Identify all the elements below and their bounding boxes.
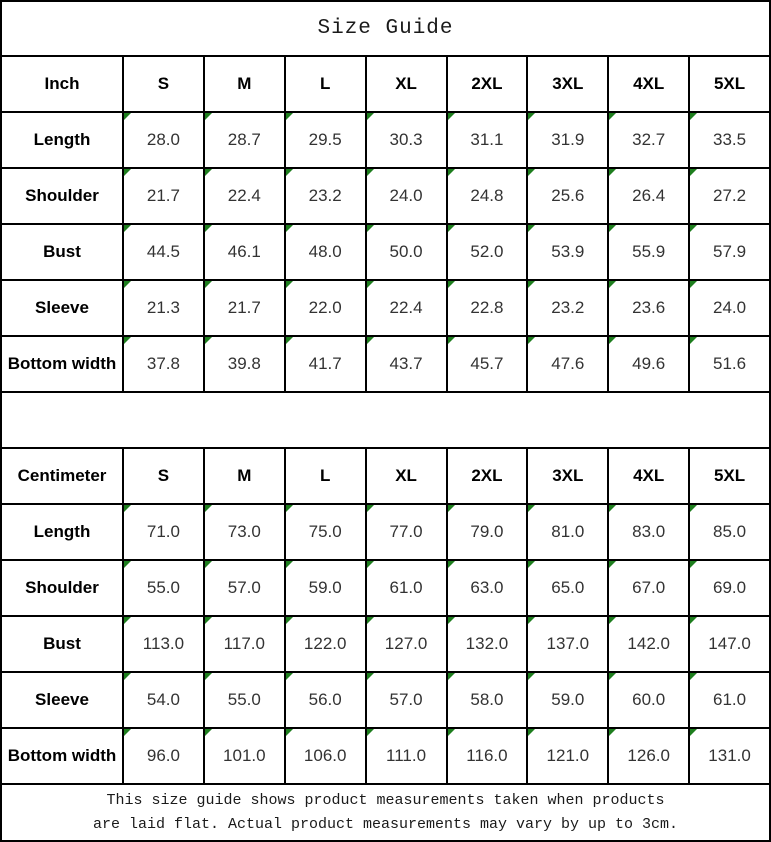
- measurement-value-cell: [204, 728, 285, 784]
- measurement-value-cell: [447, 728, 528, 784]
- cell-corner-indicator-icon: [609, 505, 616, 512]
- measurement-value-cell: [285, 336, 366, 392]
- size-column-header: 5XL: [689, 448, 770, 504]
- measurement-value-cell: [689, 224, 770, 280]
- cell-corner-indicator-icon: [205, 617, 212, 624]
- measurement-value: 147.0: [708, 634, 751, 653]
- measurement-value: 113.0: [142, 634, 185, 653]
- cell-corner-indicator-icon: [367, 225, 374, 232]
- measurement-value-cell: [608, 672, 689, 728]
- measurement-value-cell: [285, 280, 366, 336]
- measurement-value-cell: [204, 280, 285, 336]
- measurement-value: 22.8: [470, 298, 504, 317]
- cell-corner-indicator-icon: [205, 505, 212, 512]
- size-column-header: M: [204, 448, 285, 504]
- measurement-value: 75.0: [308, 522, 342, 541]
- measurement-value: 61.0: [389, 578, 423, 597]
- measurement-value-cell: [204, 224, 285, 280]
- cell-corner-indicator-icon: [528, 729, 535, 736]
- measurement-value-cell: [447, 560, 528, 616]
- measurement-value-cell: [123, 504, 204, 560]
- cell-corner-indicator-icon: [286, 113, 293, 120]
- measurement-value-cell: [123, 168, 204, 224]
- measurement-value: 31.1: [470, 130, 504, 149]
- measurement-value-cell: [204, 616, 285, 672]
- measurement-value: 106.0: [303, 746, 347, 765]
- measurement-value: 73.0: [227, 522, 261, 541]
- measurement-value-cell: [123, 560, 204, 616]
- cell-corner-indicator-icon: [690, 113, 697, 120]
- measurement-value-cell: [447, 224, 528, 280]
- page-title: Size Guide: [1, 1, 770, 56]
- cell-corner-indicator-icon: [448, 281, 455, 288]
- measurement-value-cell: [447, 280, 528, 336]
- measurement-value: 47.6: [551, 354, 585, 373]
- cell-corner-indicator-icon: [528, 337, 535, 344]
- measurement-value-cell: [447, 112, 528, 168]
- cell-corner-indicator-icon: [690, 225, 697, 232]
- cell-corner-indicator-icon: [286, 169, 293, 176]
- unit-header-inch: Inch: [1, 56, 123, 112]
- cell-corner-indicator-icon: [286, 673, 293, 680]
- cell-corner-indicator-icon: [609, 281, 616, 288]
- row-label-bust: Bust: [1, 224, 123, 280]
- cell-corner-indicator-icon: [367, 337, 374, 344]
- cell-corner-indicator-icon: [528, 225, 535, 232]
- measurement-value-cell: [366, 336, 447, 392]
- measurement-value-cell: [285, 560, 366, 616]
- measurement-value: 39.8: [227, 354, 261, 373]
- measurement-value-cell: [527, 504, 608, 560]
- measurement-value: 131.0: [708, 746, 751, 765]
- row-label-sleeve: Sleeve: [1, 672, 123, 728]
- size-column-header: XL: [366, 56, 447, 112]
- cell-corner-indicator-icon: [205, 169, 212, 176]
- measurement-value: 26.4: [632, 186, 666, 205]
- cell-corner-indicator-icon: [528, 113, 535, 120]
- measurement-value: 50.0: [389, 242, 423, 261]
- measurement-value: 22.4: [227, 186, 261, 205]
- measurement-value: 32.7: [632, 130, 666, 149]
- cell-corner-indicator-icon: [690, 617, 697, 624]
- measurement-value-cell: [527, 560, 608, 616]
- cell-corner-indicator-icon: [609, 729, 616, 736]
- row-label-shoulder: Shoulder: [1, 168, 123, 224]
- measurement-value-cell: [285, 504, 366, 560]
- cell-corner-indicator-icon: [609, 337, 616, 344]
- size-column-header: 2XL: [447, 448, 528, 504]
- cell-corner-indicator-icon: [205, 337, 212, 344]
- measurement-value: 33.5: [713, 130, 747, 149]
- measurement-value: 58.0: [470, 690, 504, 709]
- measurement-value-cell: [689, 112, 770, 168]
- measurement-value: 63.0: [470, 578, 504, 597]
- cell-corner-indicator-icon: [205, 281, 212, 288]
- measurement-value-cell: [689, 504, 770, 560]
- measurement-value-cell: [689, 728, 770, 784]
- measurement-value-cell: [123, 224, 204, 280]
- spacer-cell: [1, 392, 770, 448]
- measurement-value: 24.0: [389, 186, 423, 205]
- measurement-value: 55.0: [146, 578, 180, 597]
- measurement-value-cell: [608, 616, 689, 672]
- size-column-header: S: [123, 56, 204, 112]
- cell-corner-indicator-icon: [448, 169, 455, 176]
- measurement-value: 126.0: [627, 746, 670, 765]
- cell-corner-indicator-icon: [448, 617, 455, 624]
- cell-corner-indicator-icon: [690, 729, 697, 736]
- measurement-value: 111.0: [386, 746, 427, 765]
- size-column-header: 4XL: [608, 448, 689, 504]
- measurement-value-cell: [608, 280, 689, 336]
- measurement-row-inch-bust: [1, 224, 770, 280]
- measurement-value-cell: [689, 616, 770, 672]
- size-column-header: S: [123, 448, 204, 504]
- measurement-value: 51.6: [713, 354, 747, 373]
- measurement-value-cell: [527, 672, 608, 728]
- measurement-value-cell: [123, 728, 204, 784]
- cell-corner-indicator-icon: [528, 281, 535, 288]
- measurement-value: 137.0: [546, 634, 590, 653]
- cell-corner-indicator-icon: [286, 561, 293, 568]
- measurement-value: 24.8: [470, 186, 504, 205]
- measurement-value-cell: [527, 728, 608, 784]
- cell-corner-indicator-icon: [367, 561, 374, 568]
- cell-corner-indicator-icon: [205, 673, 212, 680]
- size-column-header: XL: [366, 448, 447, 504]
- measurement-row-cm-bottom-width: [1, 728, 770, 784]
- measurement-value: 29.5: [308, 130, 342, 149]
- measurement-value: 49.6: [632, 354, 666, 373]
- measurement-value-cell: [447, 336, 528, 392]
- measurement-value-cell: [608, 112, 689, 168]
- footer-row: [1, 784, 770, 841]
- measurement-row-inch-shoulder: [1, 168, 770, 224]
- measurement-value: 117.0: [223, 634, 265, 653]
- measurement-value-cell: [447, 504, 528, 560]
- measurement-row-cm-shoulder: [1, 560, 770, 616]
- measurement-value: 71.0: [146, 522, 180, 541]
- measurement-value: 116.0: [466, 746, 508, 765]
- measurement-value-cell: [608, 336, 689, 392]
- cell-corner-indicator-icon: [690, 561, 697, 568]
- measurement-row-cm-sleeve: [1, 672, 770, 728]
- measurement-value: 43.7: [389, 354, 423, 373]
- measurement-value: 21.7: [146, 186, 180, 205]
- measurement-value-cell: [527, 168, 608, 224]
- measurement-value: 23.6: [632, 298, 666, 317]
- cell-corner-indicator-icon: [528, 617, 535, 624]
- measurement-value: 79.0: [470, 522, 504, 541]
- measurement-value-cell: [608, 504, 689, 560]
- measurement-value: 31.9: [551, 130, 585, 149]
- measurement-value-cell: [689, 168, 770, 224]
- size-column-header: 3XL: [527, 56, 608, 112]
- row-label-length: Length: [1, 504, 123, 560]
- measurement-row-inch-bottom-width: [1, 336, 770, 392]
- cell-corner-indicator-icon: [205, 729, 212, 736]
- cell-corner-indicator-icon: [124, 337, 131, 344]
- measurement-value-cell: [366, 560, 447, 616]
- measurement-value: 59.0: [308, 578, 342, 597]
- measurement-value: 23.2: [308, 186, 342, 205]
- measurement-row-inch-sleeve: [1, 280, 770, 336]
- measurement-value: 45.7: [470, 354, 504, 373]
- measurement-value-cell: [285, 168, 366, 224]
- cell-corner-indicator-icon: [690, 673, 697, 680]
- measurement-value-cell: [285, 224, 366, 280]
- measurement-value-cell: [366, 616, 447, 672]
- measurement-value: 56.0: [308, 690, 342, 709]
- footer-note: [1, 784, 770, 841]
- measurement-value-cell: [204, 672, 285, 728]
- measurement-value-cell: [366, 168, 447, 224]
- measurement-value-cell: [527, 336, 608, 392]
- measurement-value: 96.0: [146, 746, 180, 765]
- measurement-value: 54.0: [146, 690, 180, 709]
- cell-corner-indicator-icon: [609, 169, 616, 176]
- cell-corner-indicator-icon: [609, 617, 616, 624]
- measurement-value-cell: [123, 336, 204, 392]
- measurement-value-cell: [366, 224, 447, 280]
- cell-corner-indicator-icon: [124, 113, 131, 120]
- cell-corner-indicator-icon: [124, 225, 131, 232]
- measurement-value: 59.0: [551, 690, 585, 709]
- measurement-value-cell: [123, 616, 204, 672]
- measurement-value-cell: [204, 560, 285, 616]
- measurement-value: 52.0: [470, 242, 504, 261]
- cell-corner-indicator-icon: [367, 729, 374, 736]
- measurement-value: 41.7: [308, 354, 342, 373]
- measurement-value: 57.0: [227, 578, 261, 597]
- spacer-row: [1, 392, 770, 448]
- measurement-value: 127.0: [384, 634, 428, 653]
- cell-corner-indicator-icon: [367, 169, 374, 176]
- measurement-value-cell: [366, 504, 447, 560]
- measurement-value-cell: [527, 112, 608, 168]
- cell-corner-indicator-icon: [528, 673, 535, 680]
- measurement-value: 28.0: [146, 130, 180, 149]
- cell-corner-indicator-icon: [124, 729, 131, 736]
- cell-corner-indicator-icon: [448, 505, 455, 512]
- size-column-header: 2XL: [447, 56, 528, 112]
- measurement-value: 81.0: [551, 522, 585, 541]
- measurement-value: 22.4: [389, 298, 423, 317]
- measurement-value: 25.6: [551, 186, 585, 205]
- measurement-value-cell: [285, 616, 366, 672]
- measurement-value-cell: [204, 336, 285, 392]
- measurement-value-cell: [123, 112, 204, 168]
- measurement-value: 83.0: [632, 522, 666, 541]
- size-column-header: 5XL: [689, 56, 770, 112]
- measurement-value: 60.0: [632, 690, 666, 709]
- cell-corner-indicator-icon: [286, 617, 293, 624]
- row-label-bottom-width: Bottom width: [1, 336, 123, 392]
- measurement-value-cell: [608, 560, 689, 616]
- cell-corner-indicator-icon: [690, 169, 697, 176]
- measurement-value: 30.3: [389, 130, 423, 149]
- measurement-value-cell: [689, 336, 770, 392]
- cell-corner-indicator-icon: [124, 673, 131, 680]
- cell-corner-indicator-icon: [286, 505, 293, 512]
- row-label-bottom-width: Bottom width: [1, 728, 123, 784]
- measurement-value-cell: [285, 672, 366, 728]
- cell-corner-indicator-icon: [286, 225, 293, 232]
- measurement-value: 53.9: [551, 242, 585, 261]
- measurement-value: 55.0: [227, 690, 261, 709]
- row-label-shoulder: Shoulder: [1, 560, 123, 616]
- cell-corner-indicator-icon: [448, 113, 455, 120]
- cell-corner-indicator-icon: [124, 505, 131, 512]
- cell-corner-indicator-icon: [448, 337, 455, 344]
- measurement-value: 121.0: [546, 746, 590, 765]
- cell-corner-indicator-icon: [205, 225, 212, 232]
- cell-corner-indicator-icon: [205, 561, 212, 568]
- measurement-value: 48.0: [308, 242, 342, 261]
- measurement-value-cell: [608, 728, 689, 784]
- measurement-value-cell: [447, 672, 528, 728]
- measurement-value: 67.0: [632, 578, 666, 597]
- cell-corner-indicator-icon: [124, 617, 131, 624]
- measurement-value: 132.0: [465, 634, 509, 653]
- measurement-value-cell: [285, 112, 366, 168]
- measurement-value: 57.0: [389, 690, 423, 709]
- cell-corner-indicator-icon: [286, 337, 293, 344]
- measurement-value: 27.2: [713, 186, 747, 205]
- size-column-header: M: [204, 56, 285, 112]
- measurement-value-cell: [366, 280, 447, 336]
- measurement-value-cell: [689, 280, 770, 336]
- cell-corner-indicator-icon: [367, 113, 374, 120]
- cell-corner-indicator-icon: [609, 561, 616, 568]
- measurement-value-cell: [608, 224, 689, 280]
- measurement-value-cell: [689, 560, 770, 616]
- cell-corner-indicator-icon: [528, 505, 535, 512]
- cell-corner-indicator-icon: [367, 617, 374, 624]
- measurement-value: 21.3: [146, 298, 180, 317]
- cell-corner-indicator-icon: [448, 673, 455, 680]
- measurement-row-cm-length: [1, 504, 770, 560]
- measurement-value: 69.0: [713, 578, 747, 597]
- title-row: [1, 1, 770, 56]
- measurement-value: 57.9: [713, 242, 747, 261]
- measurement-value-cell: [689, 672, 770, 728]
- measurement-value: 24.0: [713, 298, 747, 317]
- cell-corner-indicator-icon: [124, 169, 131, 176]
- measurement-value: 142.0: [627, 634, 670, 653]
- measurement-value-cell: [527, 224, 608, 280]
- measurement-value: 44.5: [146, 242, 180, 261]
- measurement-value-cell: [527, 280, 608, 336]
- footer-note-line2: are laid flat. Actual product measurements may vary by up to 3cm.: [92, 815, 679, 833]
- measurement-value-cell: [527, 616, 608, 672]
- cell-corner-indicator-icon: [448, 561, 455, 568]
- measurement-row-cm-bust: [1, 616, 770, 672]
- cell-corner-indicator-icon: [609, 113, 616, 120]
- measurement-value: 77.0: [389, 522, 423, 541]
- cell-corner-indicator-icon: [448, 729, 455, 736]
- size-column-header: L: [285, 56, 366, 112]
- cell-corner-indicator-icon: [528, 169, 535, 176]
- measurement-value-cell: [204, 168, 285, 224]
- measurement-value-cell: [204, 112, 285, 168]
- measurement-row-inch-length: [1, 112, 770, 168]
- cell-corner-indicator-icon: [448, 225, 455, 232]
- measurement-value-cell: [447, 616, 528, 672]
- measurement-value-cell: [447, 168, 528, 224]
- cell-corner-indicator-icon: [690, 505, 697, 512]
- measurement-value-cell: [608, 168, 689, 224]
- measurement-value: 65.0: [551, 578, 585, 597]
- cell-corner-indicator-icon: [367, 281, 374, 288]
- measurement-value: 22.0: [308, 298, 342, 317]
- measurement-value-cell: [366, 672, 447, 728]
- cell-corner-indicator-icon: [124, 281, 131, 288]
- measurement-value: 85.0: [713, 522, 747, 541]
- cell-corner-indicator-icon: [367, 505, 374, 512]
- measurement-value: 61.0: [713, 690, 747, 709]
- measurement-value-cell: [366, 728, 447, 784]
- cell-corner-indicator-icon: [124, 561, 131, 568]
- measurement-value-cell: [366, 112, 447, 168]
- measurement-value: 37.8: [146, 354, 180, 373]
- measurement-value-cell: [204, 504, 285, 560]
- row-label-bust: Bust: [1, 616, 123, 672]
- measurement-value: 101.0: [223, 746, 266, 765]
- measurement-value: 122.0: [303, 634, 347, 653]
- measurement-value: 21.7: [227, 298, 261, 317]
- measurement-value-cell: [123, 280, 204, 336]
- row-label-sleeve: Sleeve: [1, 280, 123, 336]
- cell-corner-indicator-icon: [609, 225, 616, 232]
- unit-header-centimeter: Centimeter: [1, 448, 123, 504]
- cell-corner-indicator-icon: [205, 113, 212, 120]
- measurement-value: 55.9: [632, 242, 666, 261]
- measurement-value-cell: [285, 728, 366, 784]
- row-label-length: Length: [1, 112, 123, 168]
- cm-header-row: [1, 448, 770, 504]
- cell-corner-indicator-icon: [609, 673, 616, 680]
- measurement-value: 46.1: [227, 242, 261, 261]
- cell-corner-indicator-icon: [367, 673, 374, 680]
- cell-corner-indicator-icon: [286, 729, 293, 736]
- cell-corner-indicator-icon: [690, 281, 697, 288]
- measurement-value: 23.2: [551, 298, 585, 317]
- size-column-header: L: [285, 448, 366, 504]
- measurement-value-cell: [123, 672, 204, 728]
- measurement-value: 28.7: [227, 130, 261, 149]
- cell-corner-indicator-icon: [528, 561, 535, 568]
- size-column-header: 4XL: [608, 56, 689, 112]
- cell-corner-indicator-icon: [690, 337, 697, 344]
- size-column-header: 3XL: [527, 448, 608, 504]
- footer-note-line1: This size guide shows product measurements taken when products: [106, 792, 665, 810]
- inch-header-row: [1, 56, 770, 112]
- cell-corner-indicator-icon: [286, 281, 293, 288]
